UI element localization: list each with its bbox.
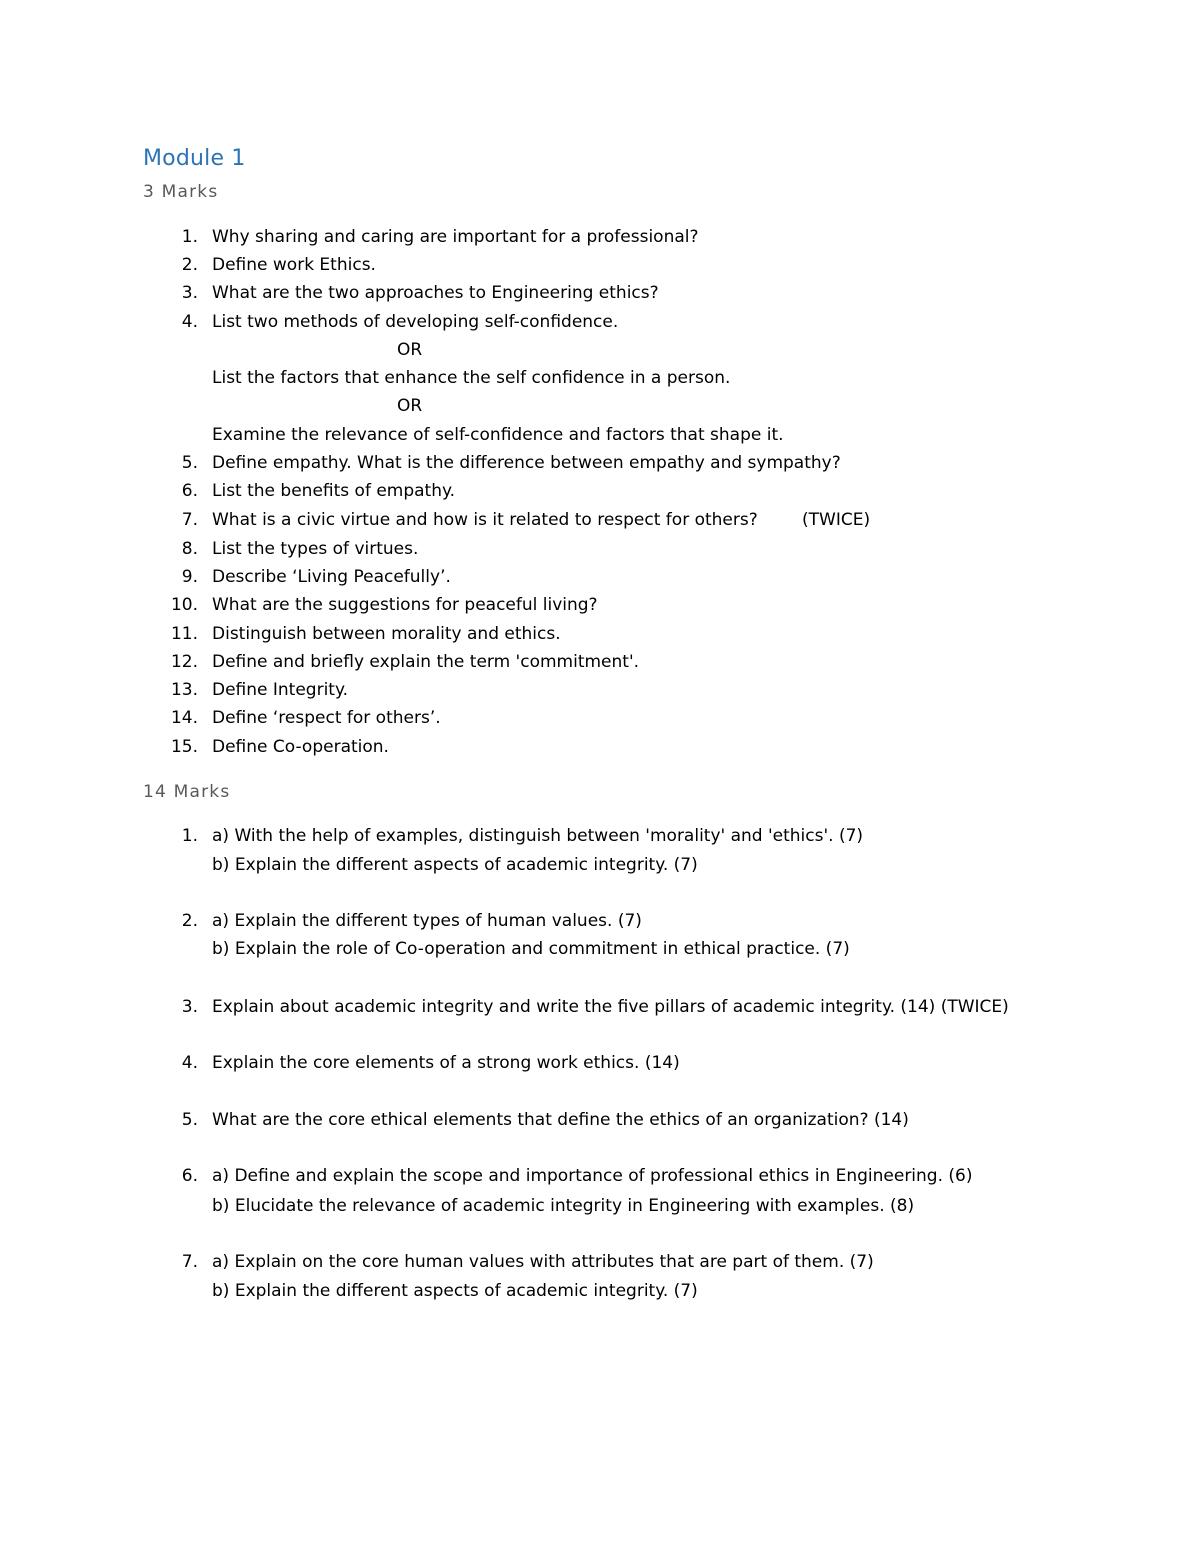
item-number: 5. [181, 453, 198, 473]
item-number: 4. [181, 1053, 198, 1073]
item-number: 15. [170, 737, 198, 757]
item-number: 12. [170, 652, 198, 672]
item-text: List the types of virtues. [212, 539, 419, 559]
item-text: What is a civic virtue and how is it related to respect for others? [212, 510, 758, 530]
item-number: 9. [181, 567, 198, 587]
item-text: Define Integrity. [212, 680, 349, 700]
item-number: 7. [181, 510, 198, 530]
item-part-a: a) Define and explain the scope and importance of professional ethics in Engineering. (6) [212, 1166, 973, 1186]
item-number: 14. [170, 708, 198, 728]
item-text: List two methods of developing self-confidence. [212, 312, 619, 332]
item-text: Define work Ethics. [212, 255, 376, 275]
item-text: Define empathy. What is the difference between empathy and sympathy? [212, 453, 841, 473]
item-number: 3. [181, 283, 198, 303]
item-part-a: a) Explain the different types of human values. (7) [212, 911, 642, 931]
item-number: 13. [170, 680, 198, 700]
or-separator: OR [397, 396, 423, 416]
item-number: 6. [181, 1166, 198, 1186]
item-text: List the benefits of empathy. [212, 481, 456, 501]
or-separator: OR [397, 340, 423, 360]
item-part-a: a) With the help of examples, distinguish between 'morality' and 'ethics'. (7) [212, 826, 864, 846]
item-number: 10. [170, 595, 198, 615]
item-number: 4. [181, 312, 198, 332]
item-number: 2. [181, 911, 198, 931]
item-text: What are the core ethical elements that define the ethics of an organization? (14) [212, 1110, 909, 1130]
item-number: 2. [181, 255, 198, 275]
item-number: 1. [181, 826, 198, 846]
item-text: Define ‘respect for others’. [212, 708, 441, 728]
item-text: Distinguish between morality and ethics. [212, 624, 561, 644]
item-alt-text: Examine the relevance of self-confidence and factors that shape it. [212, 425, 784, 445]
item-number: 3. [181, 997, 198, 1017]
item-text: Explain the core elements of a strong work ethics. (14) [212, 1053, 680, 1073]
item-number: 6. [181, 481, 198, 501]
item-part-b: b) Explain the different aspects of academic integrity. (7) [212, 1281, 698, 1301]
item-part-b: b) Explain the different aspects of academic integrity. (7) [212, 855, 698, 875]
item-number: 1. [181, 227, 198, 247]
item-text: Explain about academic integrity and write the five pillars of academic integrity. (14) (TWICE) [212, 997, 1009, 1017]
item-text: What are the suggestions for peaceful living? [212, 595, 598, 615]
item-part-b: b) Elucidate the relevance of academic integrity in Engineering with examples. (8) [212, 1196, 915, 1216]
twice-tag: (TWICE) [802, 510, 871, 530]
item-text: Define Co-operation. [212, 737, 389, 757]
item-number: 5. [181, 1110, 198, 1130]
item-text: Define and briefly explain the term 'commitment'. [212, 652, 640, 672]
item-text: What are the two approaches to Engineering ethics? [212, 283, 659, 303]
item-text: Why sharing and caring are important for a professional? [212, 227, 699, 247]
item-text: Describe ‘Living Peacefully’. [212, 567, 451, 587]
item-part-b: b) Explain the role of Co-operation and commitment in ethical practice. (7) [212, 939, 850, 959]
section-heading-3-marks: 3 Marks [143, 182, 219, 202]
item-number: 7. [181, 1252, 198, 1272]
item-part-a: a) Explain on the core human values with attributes that are part of them. (7) [212, 1252, 874, 1272]
item-number: 11. [170, 624, 198, 644]
section-heading-14-marks: 14 Marks [143, 782, 231, 802]
item-alt-text: List the factors that enhance the self confidence in a person. [212, 368, 731, 388]
module-title: Module 1 [143, 146, 246, 171]
item-number: 8. [181, 539, 198, 559]
